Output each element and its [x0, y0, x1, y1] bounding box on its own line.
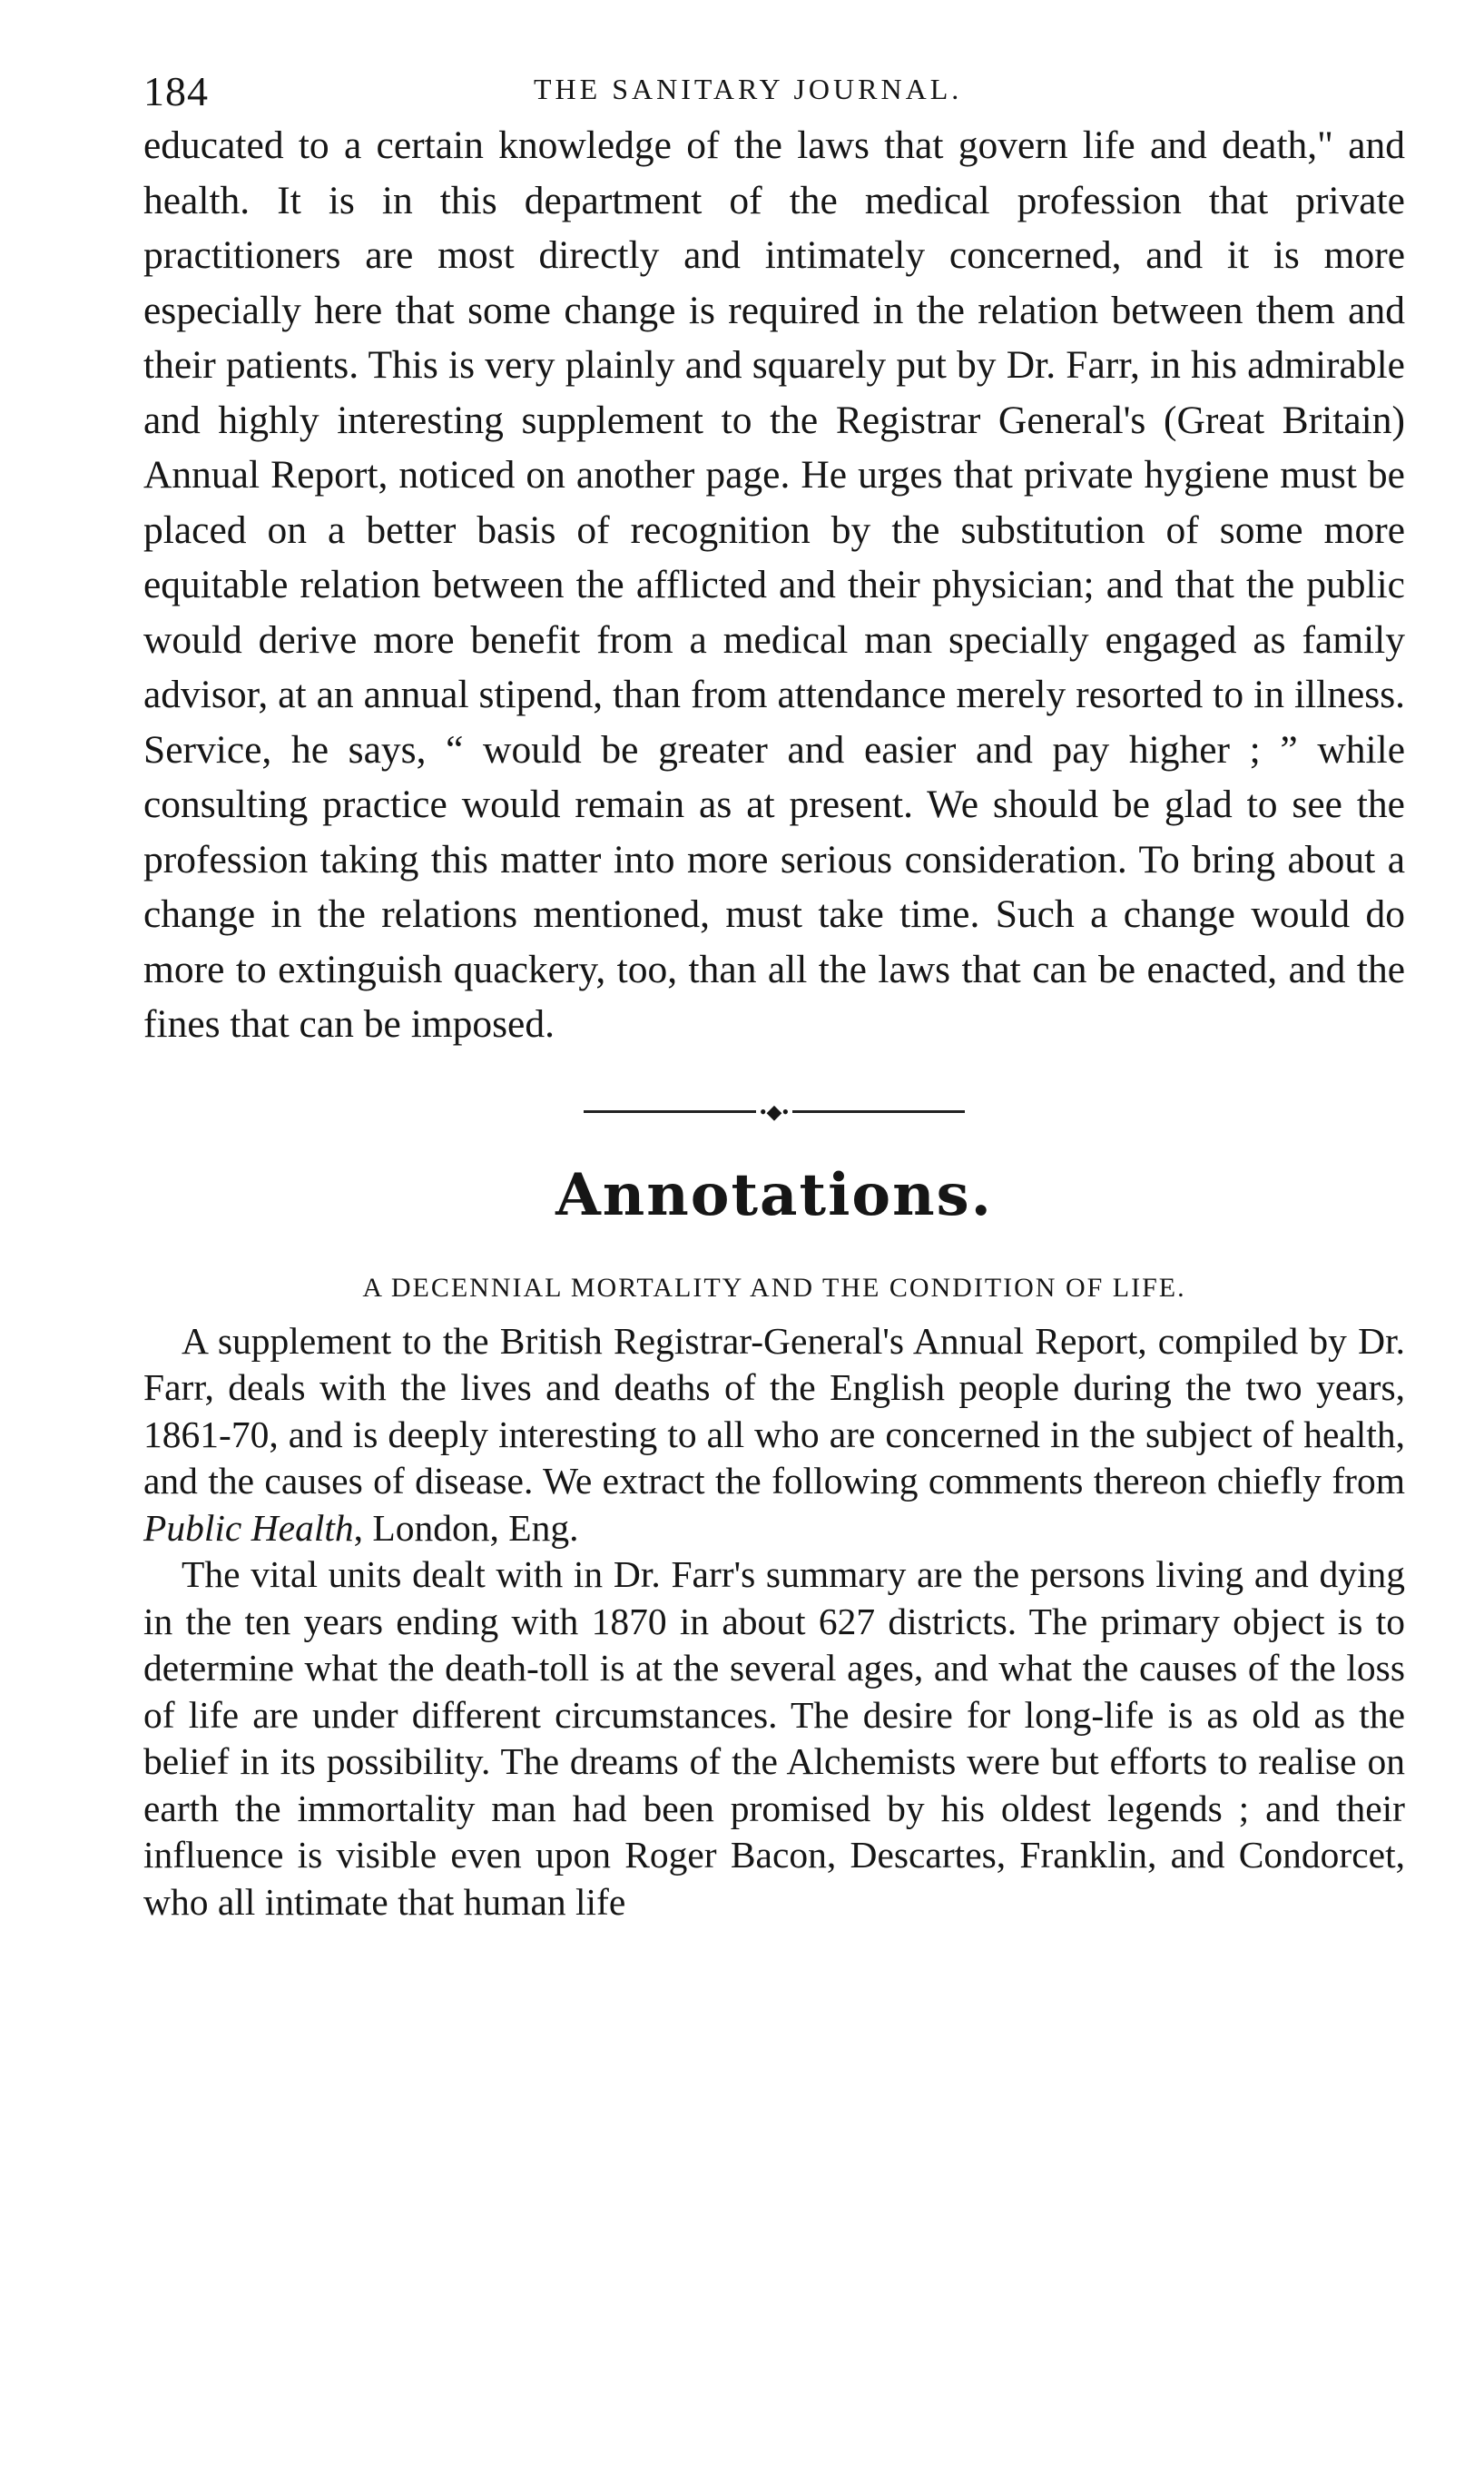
divider-bead-icon: •◆•	[759, 1099, 790, 1123]
article-heading: A DECENNIAL MORTALITY AND THE CONDITION OF LIFE.	[362, 1272, 1186, 1303]
journal-title: THE SANITARY JOURNAL.	[534, 73, 963, 105]
editorial-paragraph: educated to a certain knowledge of the laws that govern life and death," and health. It is in this department of the medical profession that private practitioners are most directly and intimately concerned, and it is more especially here that some change is required in the relation between them and their patients. This is very plainly and squarely put by Dr. Farr, in his admirable and highly interesting supplement to the Registrar General's (Great Britain) Annual Report, noticed on another page. He urges that private hygiene must be placed on a better basis of recognition by the substitution of some more equitable relation between the afflicted and their physician; and that the public would derive more benefit from a medical man specially engaged as family advisor, at an annual stipend, than from attendance merely resorted to in illness. Service, he says, “ would be greater and easier and pay higher ; ” while consulting practice would remain as at present. We should be glad to see the profession taking this matter into more serious consideration. To bring about a change in the relations mentioned, must take time. Such a change would do more to extinguish quackery, too, than all the laws that can be enacted, and the fines that can be imposed.	[143, 123, 1405, 1046]
running-head	[143, 54, 1405, 118]
source-title: Public Health	[143, 1506, 354, 1549]
annotation-paragraph-2: The vital units dealt with in Dr. Farr's summary are the persons living and dying in the ten years ending with 1870 in about 627 districts. The primary object is to determine what the death-toll is at the several ages, and what the causes of the loss of life are under different circumstances. The desire for long-life is as old as the belief in its possibility. The dreams of the Alchemists were but efforts to realise on earth the immortality man had been promised by his oldest legends ; and their influence is visible even upon Roger Bacon, Descartes, Franklin, and Condorcet, who all intimate that human life	[143, 1553, 1405, 1923]
paragraph-1-tail: , London, Eng.	[353, 1506, 579, 1549]
paragraph-1-lead: A supplement to the British Registrar-General's Annual Report, compiled by Dr. Farr, deals with the lives and deaths of the English people during the two years, 1861-70, and is deeply interesting to all who are concerned in the subject of health, and the causes of disease. We extract the following comments thereon chiefly from	[143, 1319, 1405, 1502]
editorial-column	[143, 118, 1405, 1052]
divider-line-right	[792, 1110, 965, 1113]
section-title: Annotations.	[555, 1160, 993, 1229]
section-divider-ornament	[143, 1094, 1405, 1130]
page-number: 184	[143, 68, 209, 114]
divider-line-left	[584, 1110, 756, 1113]
annotation-body	[143, 1318, 1405, 1926]
journal-page	[143, 54, 1405, 1925]
annotation-paragraph-1	[143, 1318, 1405, 1552]
